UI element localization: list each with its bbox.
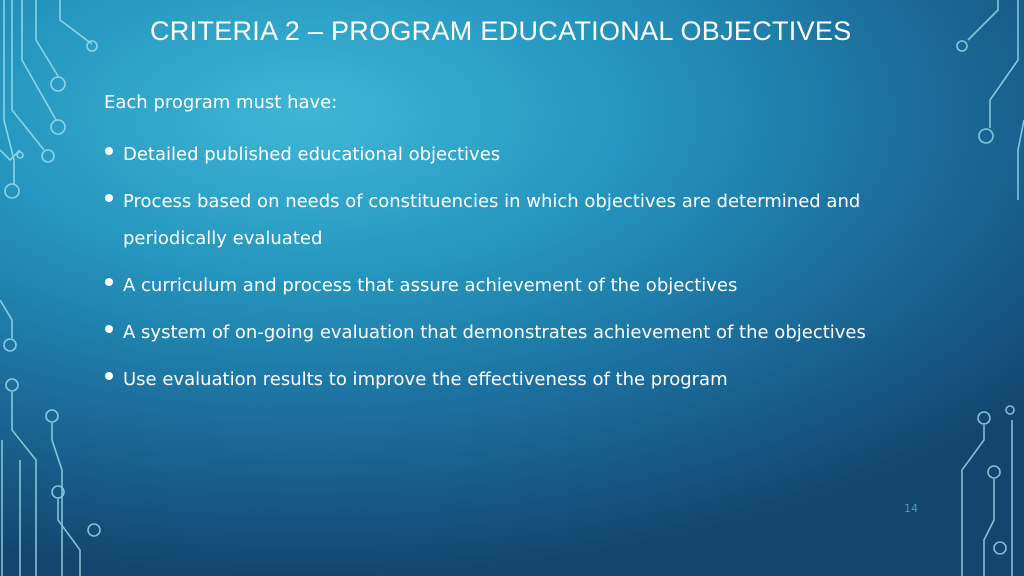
intro-text: Each program must have: [104,92,338,113]
slide-title: CRITERIA 2 – PROGRAM EDUCATIONAL OBJECTIVES [150,16,852,46]
bullet-item: A curriculum and process that assure achievement of the objectives [104,267,904,304]
page-number: 14 [904,502,918,515]
bullet-list [104,136,904,408]
bullet-item: Use evaluation results to improve the effectiveness of the program [104,361,904,398]
bullet-item: Detailed published educational objectives [104,136,904,173]
bullet-item: Process based on needs of constituencies in which objectives are determined and periodically evaluated [104,183,904,257]
bullet-item: A system of on-going evaluation that demonstrates achievement of the objectives [104,314,904,351]
